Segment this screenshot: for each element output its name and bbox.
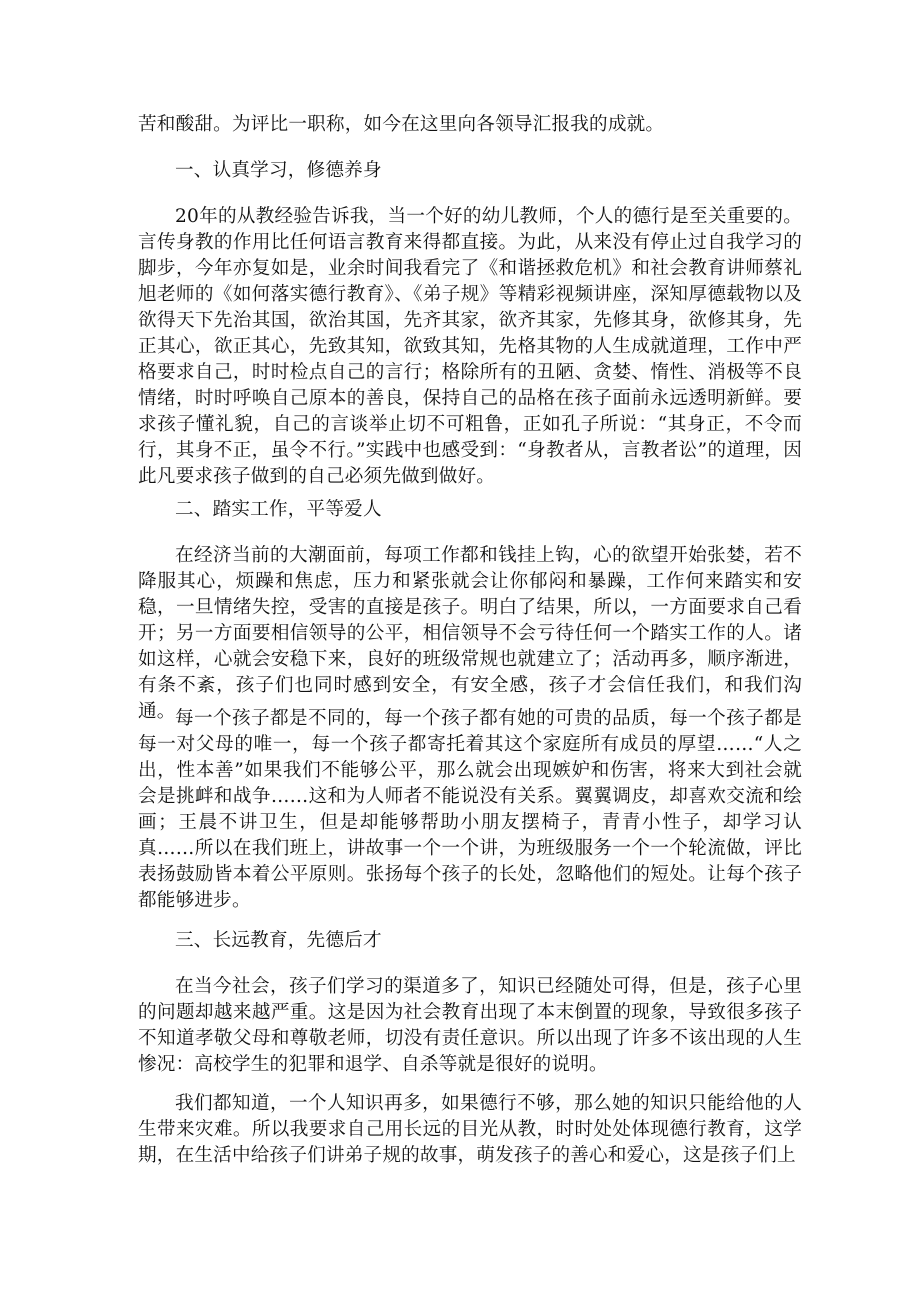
paragraph-continuation: 苦和酸甜。为评比一职称，如今在这里向各领导汇报我的成就。 (138, 114, 665, 135)
paragraph-steady-work: 在经济当前的大潮面前，每项工作都和钱挂上钩，心的欲望开始张婪，若不降服其心，烦躁和焦虑，压力和紧张就会让你郁闷和暴躁，工作何来踏实和安稳，一旦情绪失控，受害的直接是孩子。明白了结果，所以，一方面要求自己看开；另一方面要相信领导的公平，相信领导不会亏待任何一个踏实工作的人。诸如这样，心就会安稳下来，良好的班级常规也就建立了；活动再多，顺序渐进，有条不紊，孩子们也同时感到安全，有安全感，孩子才会信任我们，和我们沟通。 (138, 545, 802, 722)
section-heading-2: 二、踏实工作，平等爱人 (175, 499, 382, 520)
paragraph-social-education: 在当今社会，孩子们学习的渠道多了，知识已经随处可得，但是，孩子心里的问题却越来越严重。这是因为社会教育出现了本末倒置的现象，导致很多孩子不知道孝敬父母和尊敬老师，切没有责任意识。所以出现了许多不该出现的人生惨况：高校学生的犯罪和退学、自杀等就是很好的说明。 (138, 976, 802, 1075)
section-heading-3: 三、长远教育，先德后才 (175, 930, 382, 951)
section-heading-1: 一、认真学习，修德养身 (175, 160, 382, 181)
paragraph-equal-love: 每一个孩子都是不同的，每一个孩子都有她的可贵的品质，每一个孩子都是每一对父母的唯一，每一个孩子都寄托着其这个家庭所有成员的厚望……“人之出，性本善”如果我们不能够公平，那么就会出现嫉妒和伤害，将来大到社会就会是挑衅和战争……这和为人师者不能说没有关系。翼翼调皮，却喜欢交流和绘画；王晨不讲卫生，但是却能够帮助小朋友摆椅子，青青小性子，却学习认真……所以在我们班上，讲故事一个一个讲，为班级服务一个一个轮流做，评比表扬鼓励皆本着公平原则。张扬每个孩子的长处，忽略他们的短处。让每个孩子都能够进步。 (138, 708, 802, 911)
paragraph-moral-education: 我们都知道，一个人知识再多，如果德行不够，那么她的知识只能给他的人生带来灾难。所以我要求自己用长远的目光从教，时时处处体现德行教育，这学期，在生活中给孩子们讲弟子规的故事，萌发孩子的善心和爱心，这是孩子们上 (138, 1093, 802, 1166)
paragraph-self-study: 20年的从教经验告诉我，当一个好的幼儿教师，个人的德行是至关重要的。言传身教的作用比任何语言教育来得都直接。为此，从来没有停止过自我学习的脚步，今年亦复如是，业余时间我看完了《和谐拯救危机》和社会教育讲师蔡礼旭老师的《如何落实德行教育》、《弟子规》等精彩视频讲座，深知厚德载物以及欲得天下先治其国，欲治其国，先齐其家，欲齐其家，先修其身，欲修其身，先正其心，欲正其心，先致其知，欲致其知，先格其物的人生成就道理，工作中严格要求自己，时时检点自己的言行；格除所有的丑陋、贪婪、惰性、消极等不良情绪，时时呼唤自己原本的善良，保持自己的品格在孩子面前永远透明新鲜。要求孩子懂礼貌，自己的言谈举止切不可粗鲁，正如孔子所说：“其身正，不令而行，其身不正，虽令不行。”实践中也感受到：“身教者从，言教者讼”的道理，因此凡要求孩子做到的自己必须先做到做好。 (138, 206, 802, 487)
